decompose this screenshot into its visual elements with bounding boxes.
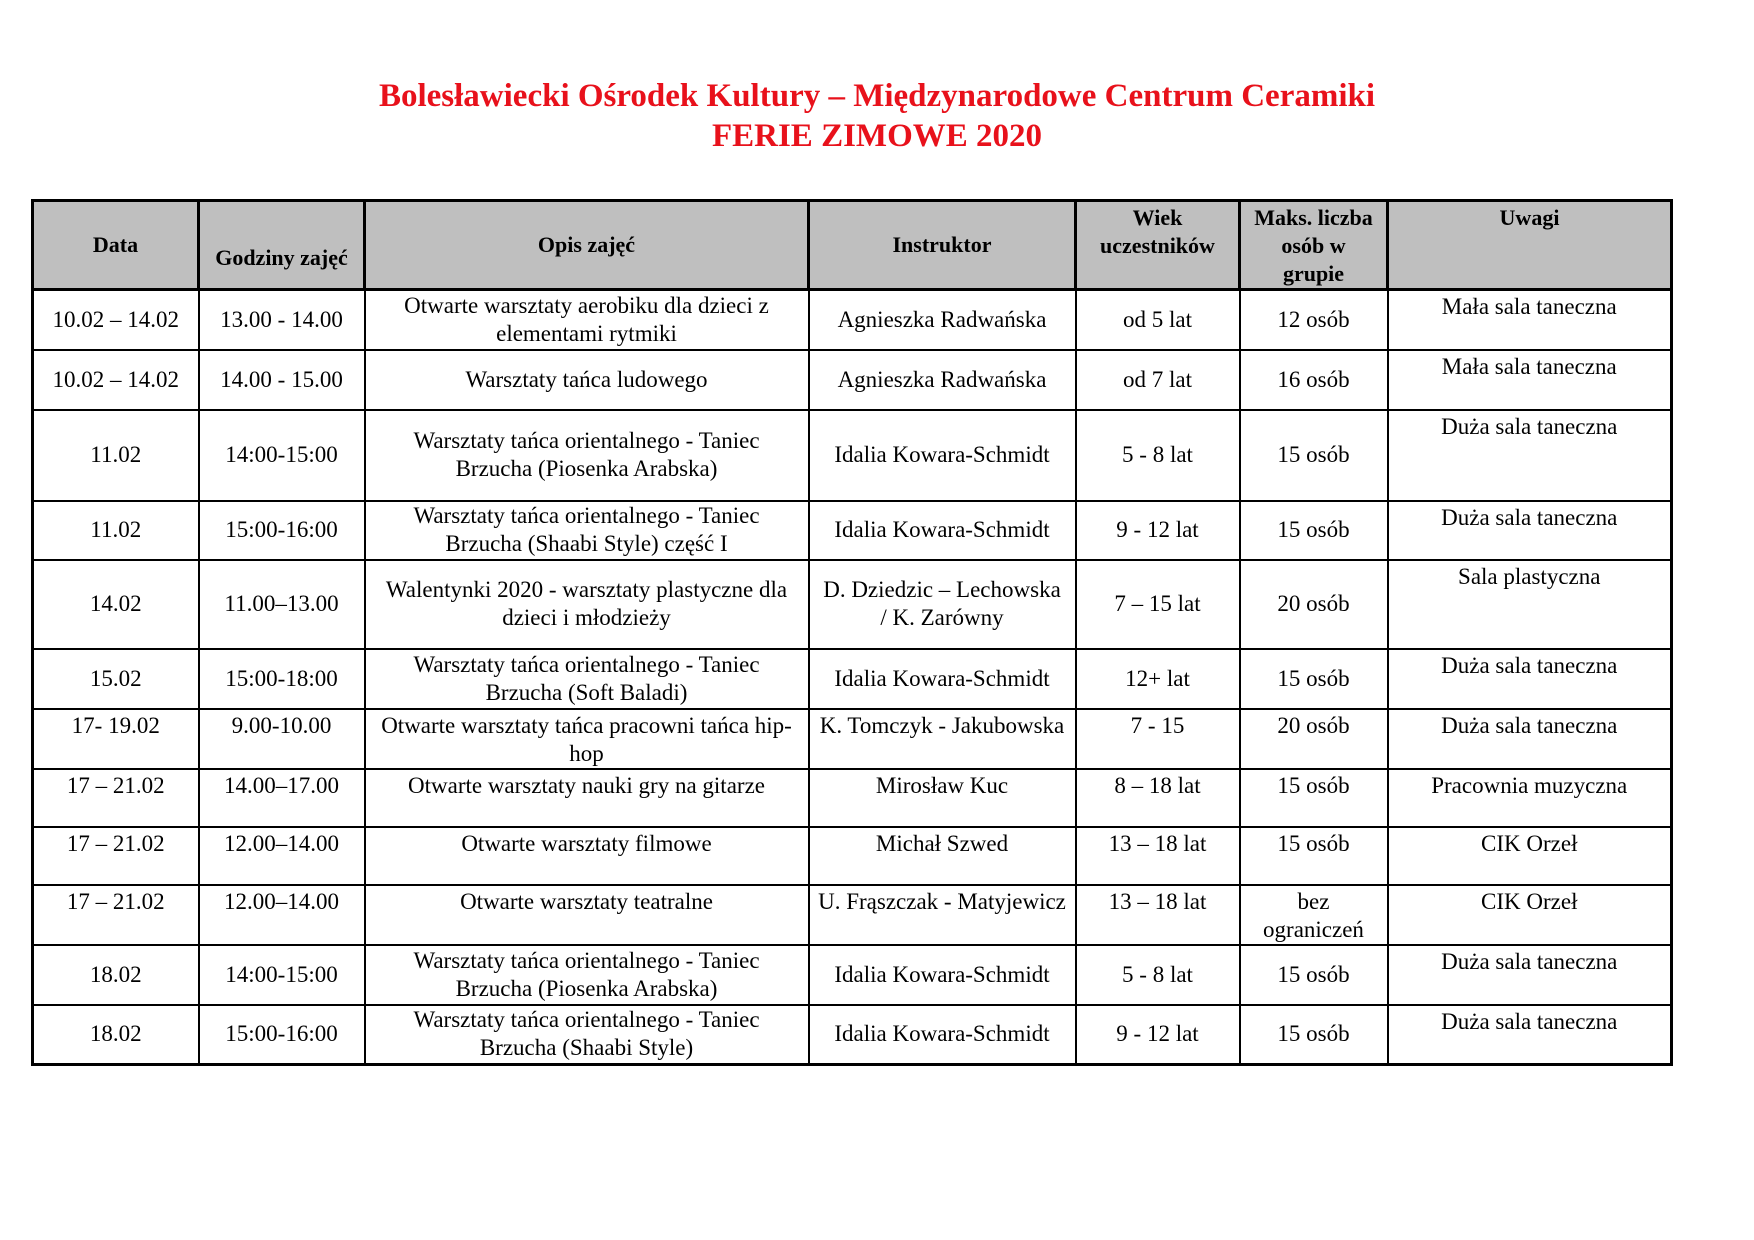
cell-age: 13 – 18 lat [1076,827,1240,885]
cell-description: Walentynki 2020 - warsztaty plastyczne dla dzieci i młodzieży [365,560,809,649]
cell-date: 17 – 21.02 [33,827,199,885]
table-row [33,560,1672,649]
cell-instructor: Mirosław Kuc [809,769,1076,827]
title-line-1: Bolesławiecki Ośrodek Kultury – Międzynarodowe Centrum Ceramiki [378,78,1376,114]
cell-notes: Duża sala taneczna [1388,501,1672,560]
cell-age: 9 - 12 lat [1076,1005,1240,1065]
table-row [33,827,1672,885]
cell-instructor: D. Dziedzic – Lechowska / K. Zarówny [809,560,1076,649]
table-row [33,350,1672,410]
cell-max-group: 15 osób [1240,827,1388,885]
cell-description: Warsztaty tańca orientalnego - Taniec Brzucha (Piosenka Arabska) [365,410,809,501]
cell-description: Otwarte warsztaty tańca pracowni tańca hip-hop [365,709,809,769]
cell-age: 7 – 15 lat [1076,560,1240,649]
col-header-description: Opis zajęć [365,201,809,290]
cell-hours: 12.00–14.00 [199,885,365,945]
cell-notes: Duża sala taneczna [1388,1005,1672,1065]
cell-description: Warsztaty tańca ludowego [365,350,809,410]
cell-hours: 14:00-15:00 [199,945,365,1005]
cell-hours: 14:00-15:00 [199,410,365,501]
cell-date: 15.02 [33,649,199,709]
col-header-max-group: Maks. liczba osób w grupie [1240,201,1388,290]
cell-instructor: Idalia Kowara-Schmidt [809,1005,1076,1065]
cell-date: 11.02 [33,501,199,560]
table-row [33,769,1672,827]
schedule-table [31,199,1673,1066]
cell-max-group: bez ograniczeń [1240,885,1388,945]
table-row [33,290,1672,350]
table-row [33,885,1672,945]
cell-hours: 15:00-18:00 [199,649,365,709]
cell-hours: 15:00-16:00 [199,1005,365,1065]
cell-hours: 12.00–14.00 [199,827,365,885]
cell-age: 5 - 8 lat [1076,410,1240,501]
col-header-hours: Godziny zajęć [199,201,365,290]
cell-max-group: 16 osób [1240,350,1388,410]
table-row [33,501,1672,560]
cell-max-group: 20 osób [1240,709,1388,769]
cell-date: 17- 19.02 [33,709,199,769]
cell-hours: 14.00 - 15.00 [199,350,365,410]
cell-instructor: Idalia Kowara-Schmidt [809,649,1076,709]
cell-date: 14.02 [33,560,199,649]
cell-description: Warsztaty tańca orientalnego - Taniec Brzucha (Shaabi Style) część I [365,501,809,560]
cell-date: 11.02 [33,410,199,501]
cell-notes: Mała sala taneczna [1388,350,1672,410]
cell-description: Otwarte warsztaty teatralne [365,885,809,945]
cell-date: 18.02 [33,1005,199,1065]
cell-max-group: 15 osób [1240,945,1388,1005]
cell-max-group: 12 osób [1240,290,1388,350]
cell-notes: Mała sala taneczna [1388,290,1672,350]
cell-description: Warsztaty tańca orientalnego - Taniec Brzucha (Shaabi Style) [365,1005,809,1065]
cell-instructor: Idalia Kowara-Schmidt [809,501,1076,560]
col-header-age: Wiek uczestników [1076,201,1240,290]
cell-max-group: 15 osób [1240,769,1388,827]
cell-instructor: Michał Szwed [809,827,1076,885]
cell-notes: CIK Orzeł [1388,827,1672,885]
document-title [0,76,1754,156]
cell-description: Warsztaty tańca orientalnego - Taniec Brzucha (Soft Baladi) [365,649,809,709]
title-line-2: FERIE ZIMOWE 2020 [711,118,1043,154]
cell-instructor: Agnieszka Radwańska [809,350,1076,410]
cell-age: od 5 lat [1076,290,1240,350]
table-row [33,649,1672,709]
cell-description: Otwarte warsztaty aerobiku dla dzieci z elementami rytmiki [365,290,809,350]
cell-instructor: Idalia Kowara-Schmidt [809,945,1076,1005]
cell-instructor: Idalia Kowara-Schmidt [809,410,1076,501]
cell-instructor: U. Frąszczak - Matyjewicz [809,885,1076,945]
cell-date: 10.02 – 14.02 [33,290,199,350]
table-row [33,410,1672,501]
cell-date: 17 – 21.02 [33,769,199,827]
col-header-notes: Uwagi [1388,201,1672,290]
cell-hours: 11.00–13.00 [199,560,365,649]
cell-notes: Sala plastyczna [1388,560,1672,649]
col-header-date: Data [33,201,199,290]
cell-age: 8 – 18 lat [1076,769,1240,827]
cell-instructor: K. Tomczyk - Jakubowska [809,709,1076,769]
cell-age: 12+ lat [1076,649,1240,709]
cell-max-group: 20 osób [1240,560,1388,649]
cell-notes: Pracownia muzyczna [1388,769,1672,827]
cell-max-group: 15 osób [1240,501,1388,560]
cell-age: 13 – 18 lat [1076,885,1240,945]
cell-notes: Duża sala taneczna [1388,410,1672,501]
cell-date: 18.02 [33,945,199,1005]
cell-notes: Duża sala taneczna [1388,945,1672,1005]
cell-date: 10.02 – 14.02 [33,350,199,410]
cell-description: Otwarte warsztaty filmowe [365,827,809,885]
cell-max-group: 15 osób [1240,649,1388,709]
cell-notes: Duża sala taneczna [1388,649,1672,709]
cell-max-group: 15 osób [1240,410,1388,501]
cell-date: 17 – 21.02 [33,885,199,945]
cell-hours: 15:00-16:00 [199,501,365,560]
cell-description: Warsztaty tańca orientalnego - Taniec Brzucha (Piosenka Arabska) [365,945,809,1005]
cell-hours: 9.00-10.00 [199,709,365,769]
cell-description: Otwarte warsztaty nauki gry na gitarze [365,769,809,827]
table-row [33,709,1672,769]
cell-age: od 7 lat [1076,350,1240,410]
cell-notes: Duża sala taneczna [1388,709,1672,769]
cell-hours: 14.00–17.00 [199,769,365,827]
cell-age: 5 - 8 lat [1076,945,1240,1005]
cell-hours: 13.00 - 14.00 [199,290,365,350]
cell-notes: CIK Orzeł [1388,885,1672,945]
table-row [33,945,1672,1005]
col-header-instructor: Instruktor [809,201,1076,290]
cell-age: 7 - 15 [1076,709,1240,769]
cell-max-group: 15 osób [1240,1005,1388,1065]
header-row [33,201,1672,290]
cell-instructor: Agnieszka Radwańska [809,290,1076,350]
cell-age: 9 - 12 lat [1076,501,1240,560]
table-row [33,1005,1672,1065]
